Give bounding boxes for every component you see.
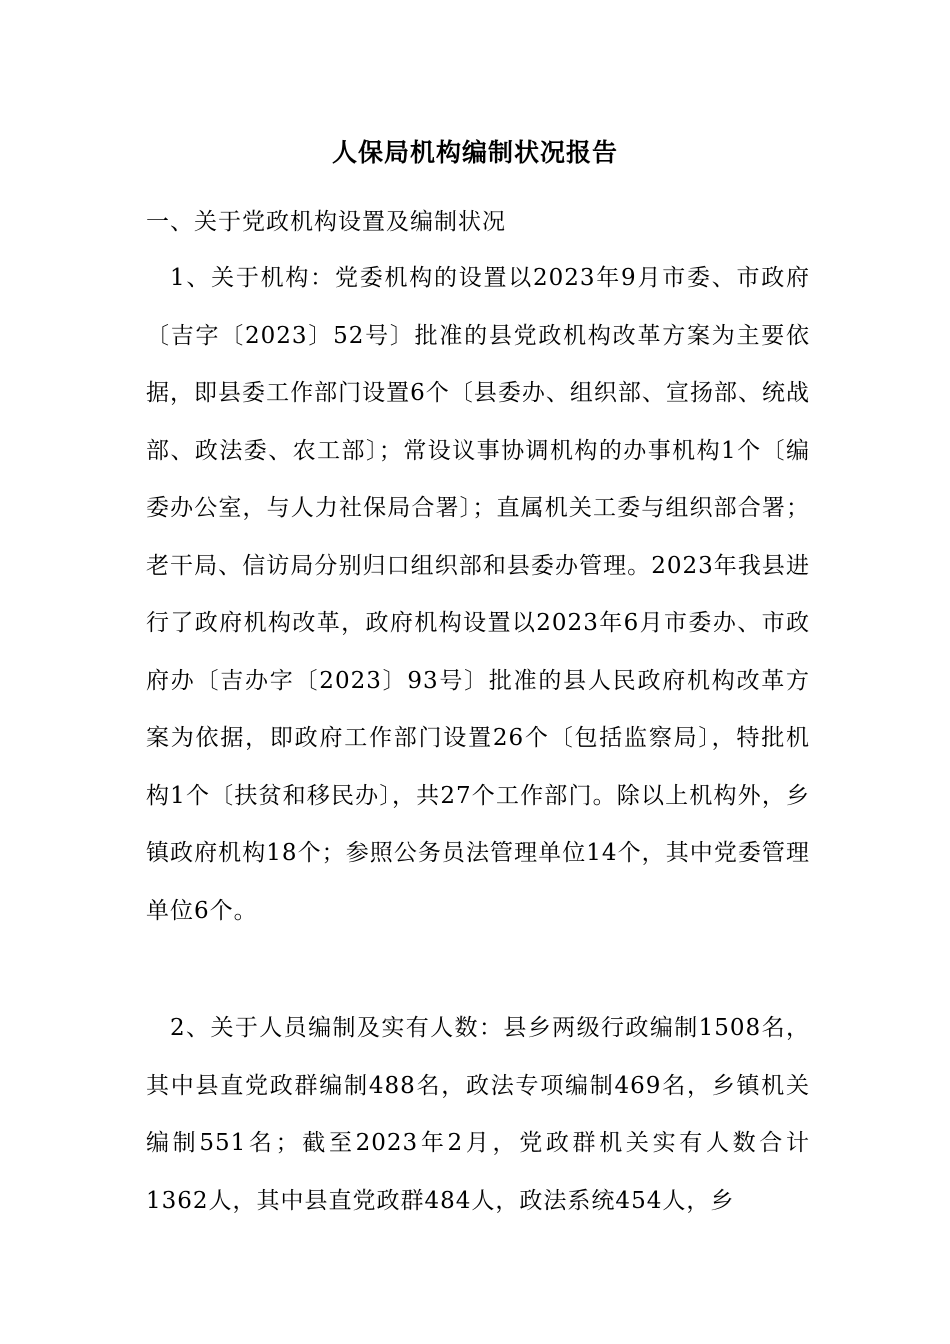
paragraph-staffing: 2、关于人员编制及实有人数：县乡两级行政编制1508名，其中县直党政群编制488名，政法专项编制469名，乡镇机关编制551名；截至2023年2月，党政群机关实有人数合计1362人，其中县直党政群484人，政法系统454人，乡: [146, 1015, 810, 1214]
paragraph-institutions: 1、关于机构：党委机构的设置以2023年9月市委、市政府〔吉字〔2023〕52号〕批准的县党政机构改革方案为主要依据，即县委工作部门设置6个〔县委办、组织部、宣扬部、统战部、政法委、农工部〕；常设议事协调机构的办事机构1个〔编委办公室，与人力社保局合署〕；直属机关工委与组织部合署；老干局、信访局分别归口组织部和县委办管理。2023年我县进行了政府机构改革，政府机构设置以2023年6月市委办、市政府办〔吉办字〔2023〕93号〕批准的县人民政府机构改革方案为依据，即政府工作部门设置26个〔包括监察局〕，特批机构1个〔扶贫和移民办〕，共27个工作部门。除以上机构外，乡镇政府机构18个；参照公务员法管理单位14个，其中党委管理单位6个。: [146, 265, 810, 924]
document-title: 人保局机构编制状况报告: [331, 138, 618, 167]
section-heading: 一、关于党政机构设置及编制状况: [146, 209, 506, 235]
